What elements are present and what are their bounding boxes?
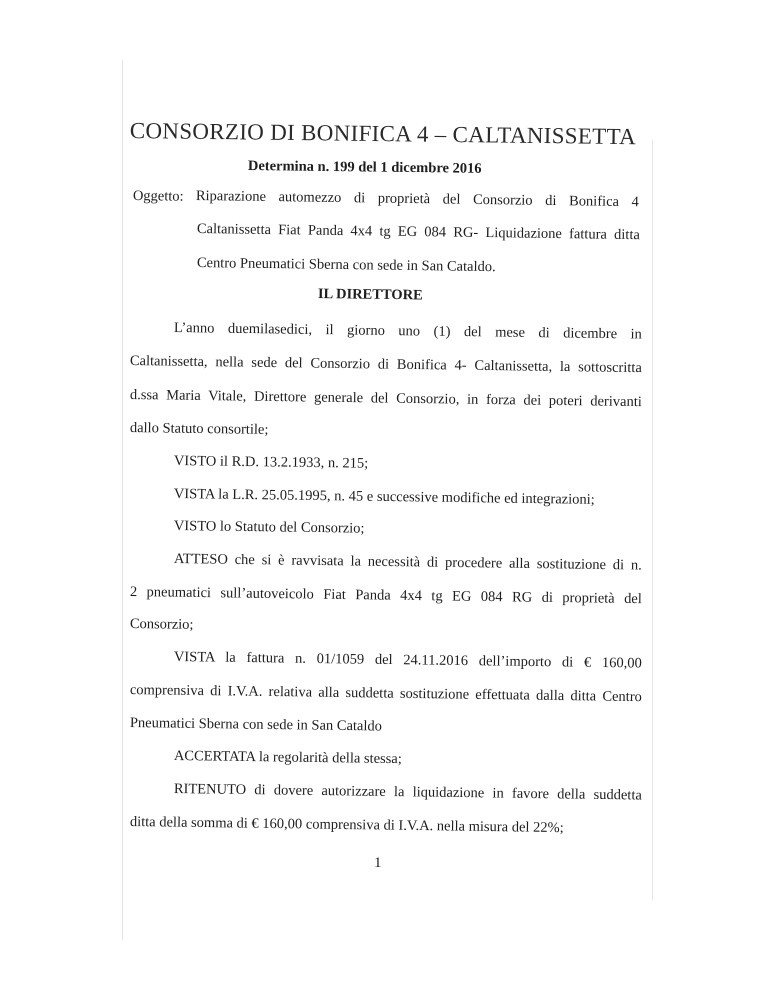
document-title: CONSORZIO DI BONIFICA 4 – CALTANISSETTA (129, 118, 637, 150)
ritenuto-line-1: RITENUTO di dovere autorizzare la liquidazione in favore della suddetta (173, 781, 642, 804)
oggetto-line-2: Caltanissetta Fiat Panda 4x4 tg EG 084 RG- Liquidazione fattura ditta (196, 221, 640, 244)
vista-fattura-line-3: Pneumatici Sberna con sede in San Cataldo (129, 715, 383, 735)
atteso-line-1: ATTESO che si è ravvisata la necessità di procedere alla sostituzione di n. (173, 551, 642, 574)
oggetto-line-3: Centro Pneumatici Sberna con sede in San Cataldo. (196, 255, 496, 276)
visto-statuto: VISTO lo Statuto del Consorzio; (173, 518, 365, 537)
determina-subtitle: Determina n. 199 del 1 dicembre 2016 (247, 158, 482, 177)
oggetto-line-1: Riparazione automezzo di proprietà del Consorzio di Bonifica 4 (195, 188, 639, 211)
atteso-line-2: 2 pneumatici sull’autoveicolo Fiat Panda 4x4 tg EG 084 RG di proprietà del (129, 584, 642, 608)
visto-rd: VISTO il R.D. 13.2.1933, n. 215; (173, 453, 369, 472)
scan-artifact-left (122, 60, 123, 940)
scan-artifact-right (652, 140, 653, 900)
accertata-line: ACCERTATA la regolarità della stessa; (173, 748, 402, 768)
intro-line-3: d.ssa Maria Vitale, Direttore generale del Consorzio, in forza dei poteri derivanti (129, 387, 642, 411)
page-number: 1 (374, 855, 382, 871)
intro-line-4: dallo Statuto consortile; (129, 420, 269, 438)
ritenuto-line-2: ditta della somma di € 160,00 comprensiva di I.V.A. nella misura del 22%; (129, 814, 564, 837)
intro-line-1: L’anno duemilasedici, il giorno uno (1) del mese di dicembre in (173, 320, 642, 343)
vista-fattura-line-1: VISTA la fattura n. 01/1059 del 24.11.2016 dell’importo di € 160,00 (173, 649, 642, 672)
oggetto-label: Oggetto: (132, 188, 184, 205)
intro-line-2: Caltanissetta, nella sede del Consorzio di Bonifica 4- Caltanissetta, la sottoscritta (129, 353, 642, 377)
direttore-heading: IL DIRETTORE (317, 286, 423, 304)
vista-fattura-line-2: comprensiva di I.V.A. relativa alla suddetta sostituzione effettuata dalla ditta Centro (129, 682, 642, 706)
vista-lr: VISTA la L.R. 25.05.1995, n. 45 e successive modifiche ed integrazioni; (173, 486, 595, 508)
atteso-line-3: Consorzio; (129, 616, 194, 633)
